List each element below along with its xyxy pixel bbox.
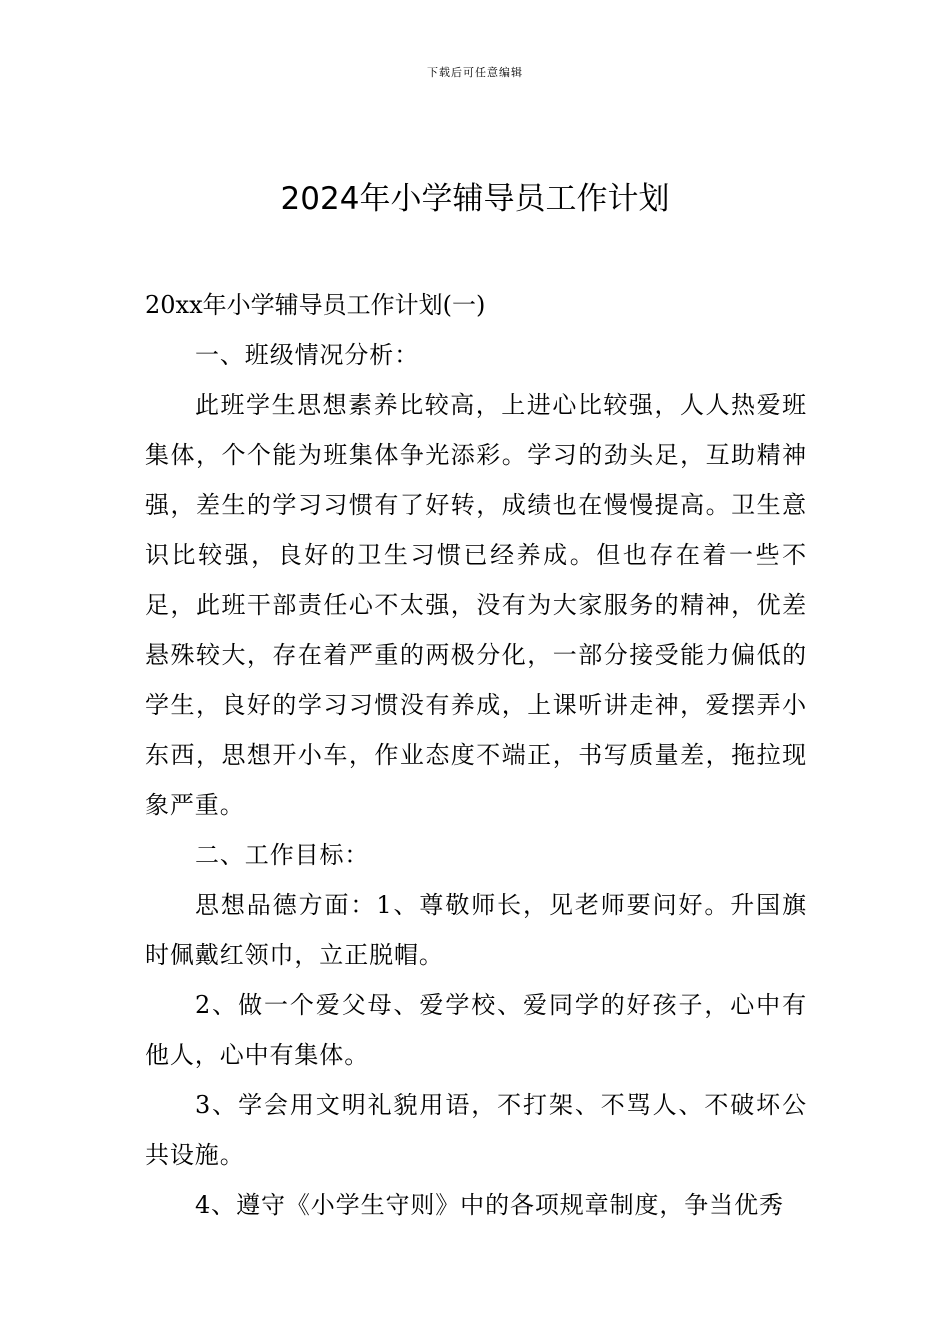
heading-class-analysis: 一、班级情况分析： bbox=[195, 341, 420, 369]
paragraph-goal-3: 3、学会用文明礼貌用语，不打架、不骂人、不破坏公共设施。 bbox=[145, 1091, 807, 1169]
paragraph-class-analysis: 此班学生思想素养比较高，上进心比较强，人人热爱班集体，个个能为班集体争光添彩。学习的劲头足，互助精神强，差生的学习习惯有了好转，成绩也在慢慢提高。卫生意识比较强，良好的卫生习惯已经养成。但也存在着一些不足，此班干部责任心不太强，没有为大家服务的精神，优差悬殊较大，存在着严重的两极分化，一部分接受能力偏低的学生，良好的学习习惯没有养成，上课听讲走神，爱摆弄小东西，思想开小车，作业态度不端正，书写质量差，拖拉现象严重。 bbox=[145, 391, 807, 819]
document-body bbox=[145, 280, 807, 1230]
paragraph-goal-1: 思想品德方面：1、尊敬师长，见老师要问好。升国旗时佩戴红领巾，立正脱帽。 bbox=[145, 891, 807, 969]
paragraph-goal-4: 4、遵守《小学生守则》中的各项规章制度，争当优秀 bbox=[195, 1191, 784, 1219]
paragraph-goal-2: 2、做一个爱父母、爱学校、爱同学的好孩子，心中有他人，心中有集体。 bbox=[145, 991, 807, 1069]
header-note: 下载后可任意编辑 bbox=[427, 66, 523, 79]
section-subtitle: 20xx年小学辅导员工作计划(一) bbox=[145, 291, 486, 319]
document-title: 2024年小学辅导员工作计划 bbox=[280, 181, 670, 217]
heading-work-goals: 二、工作目标： bbox=[195, 841, 370, 869]
